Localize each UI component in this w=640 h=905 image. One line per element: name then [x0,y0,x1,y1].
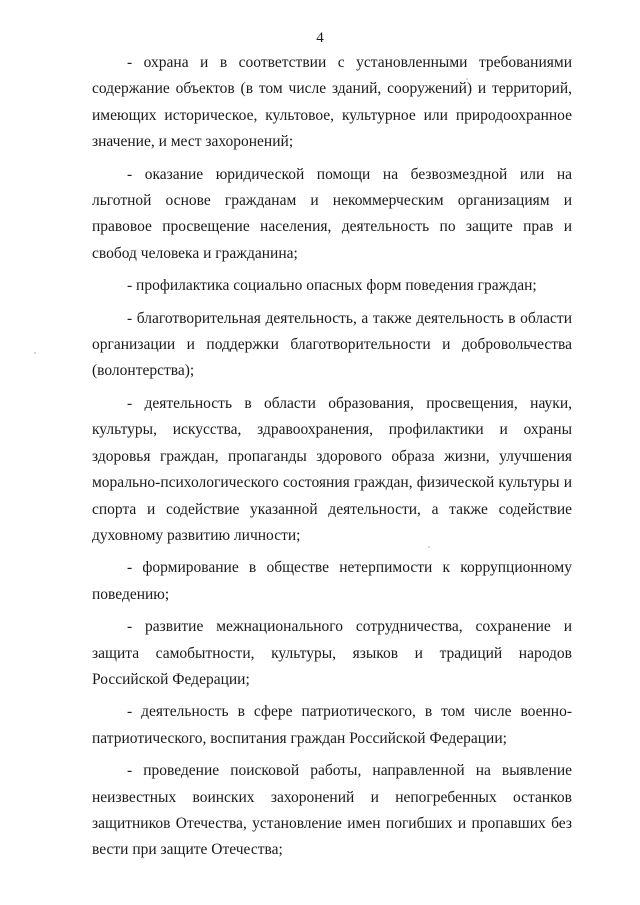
paragraph-anti-corruption: - формирование в обществе нетерпимости к коррупционному поведению; [92,559,572,603]
scan-speck [34,352,36,354]
paragraph-charity: - благотворительная деятельность, а также деятельность в области организации и поддержки благотворительности и добровольчества (волонтерства); [92,309,572,380]
paragraph-heritage-protection: - охрана и в соответствии с установленными требованиями содержание объектов (в том числе зданий, сооружений) и территорий, имеющих историческое, культовое, культурное или природоохранное значение, и мест захоронений; [92,54,572,151]
scan-speck [466,78,468,80]
paragraph-prevention: - профилактика социально опасных форм поведения граждан; [127,277,537,295]
paragraph-education-health: - деятельность в области образования, просвещения, науки, культуры, искусства, здравоохранения, профилактики и охраны здоровья граждан, пропаганды здорового образа жизни, улучшения морально-психологического состояния граждан, физической культуры и спорта и содействие указанной деятельности, а также содействие духовному развитию личности; [92,394,572,544]
paragraph-interethnic-cooperation: - развитие межнационального сотрудничества, сохранение и защита самобытности, культуры, языков и традиций народов Российской Федерации; [92,618,572,688]
page-number: 4 [316,30,324,46]
paragraph-legal-aid: - оказание юридической помощи на безвозмездной или на льготной основе гражданам и некоммерческим организациям и правовое просвещение населения, деятельность по защите прав и свобод человека и гражданина; [92,165,572,262]
paragraph-search-work: - проведение поисковой работы, направленной на выявление неизвестных воинских захоронений и непогребенных останков защитников Отечества, установление имен погибших и пропавших без вести при защите Отечества; [92,762,572,859]
paragraph-patriotic-education: - деятельность в сфере патриотического, в том числе военно-патриотического, воспитания граждан Российской Федерации; [92,703,572,747]
scan-speck [428,546,430,548]
document-body [92,50,572,870]
